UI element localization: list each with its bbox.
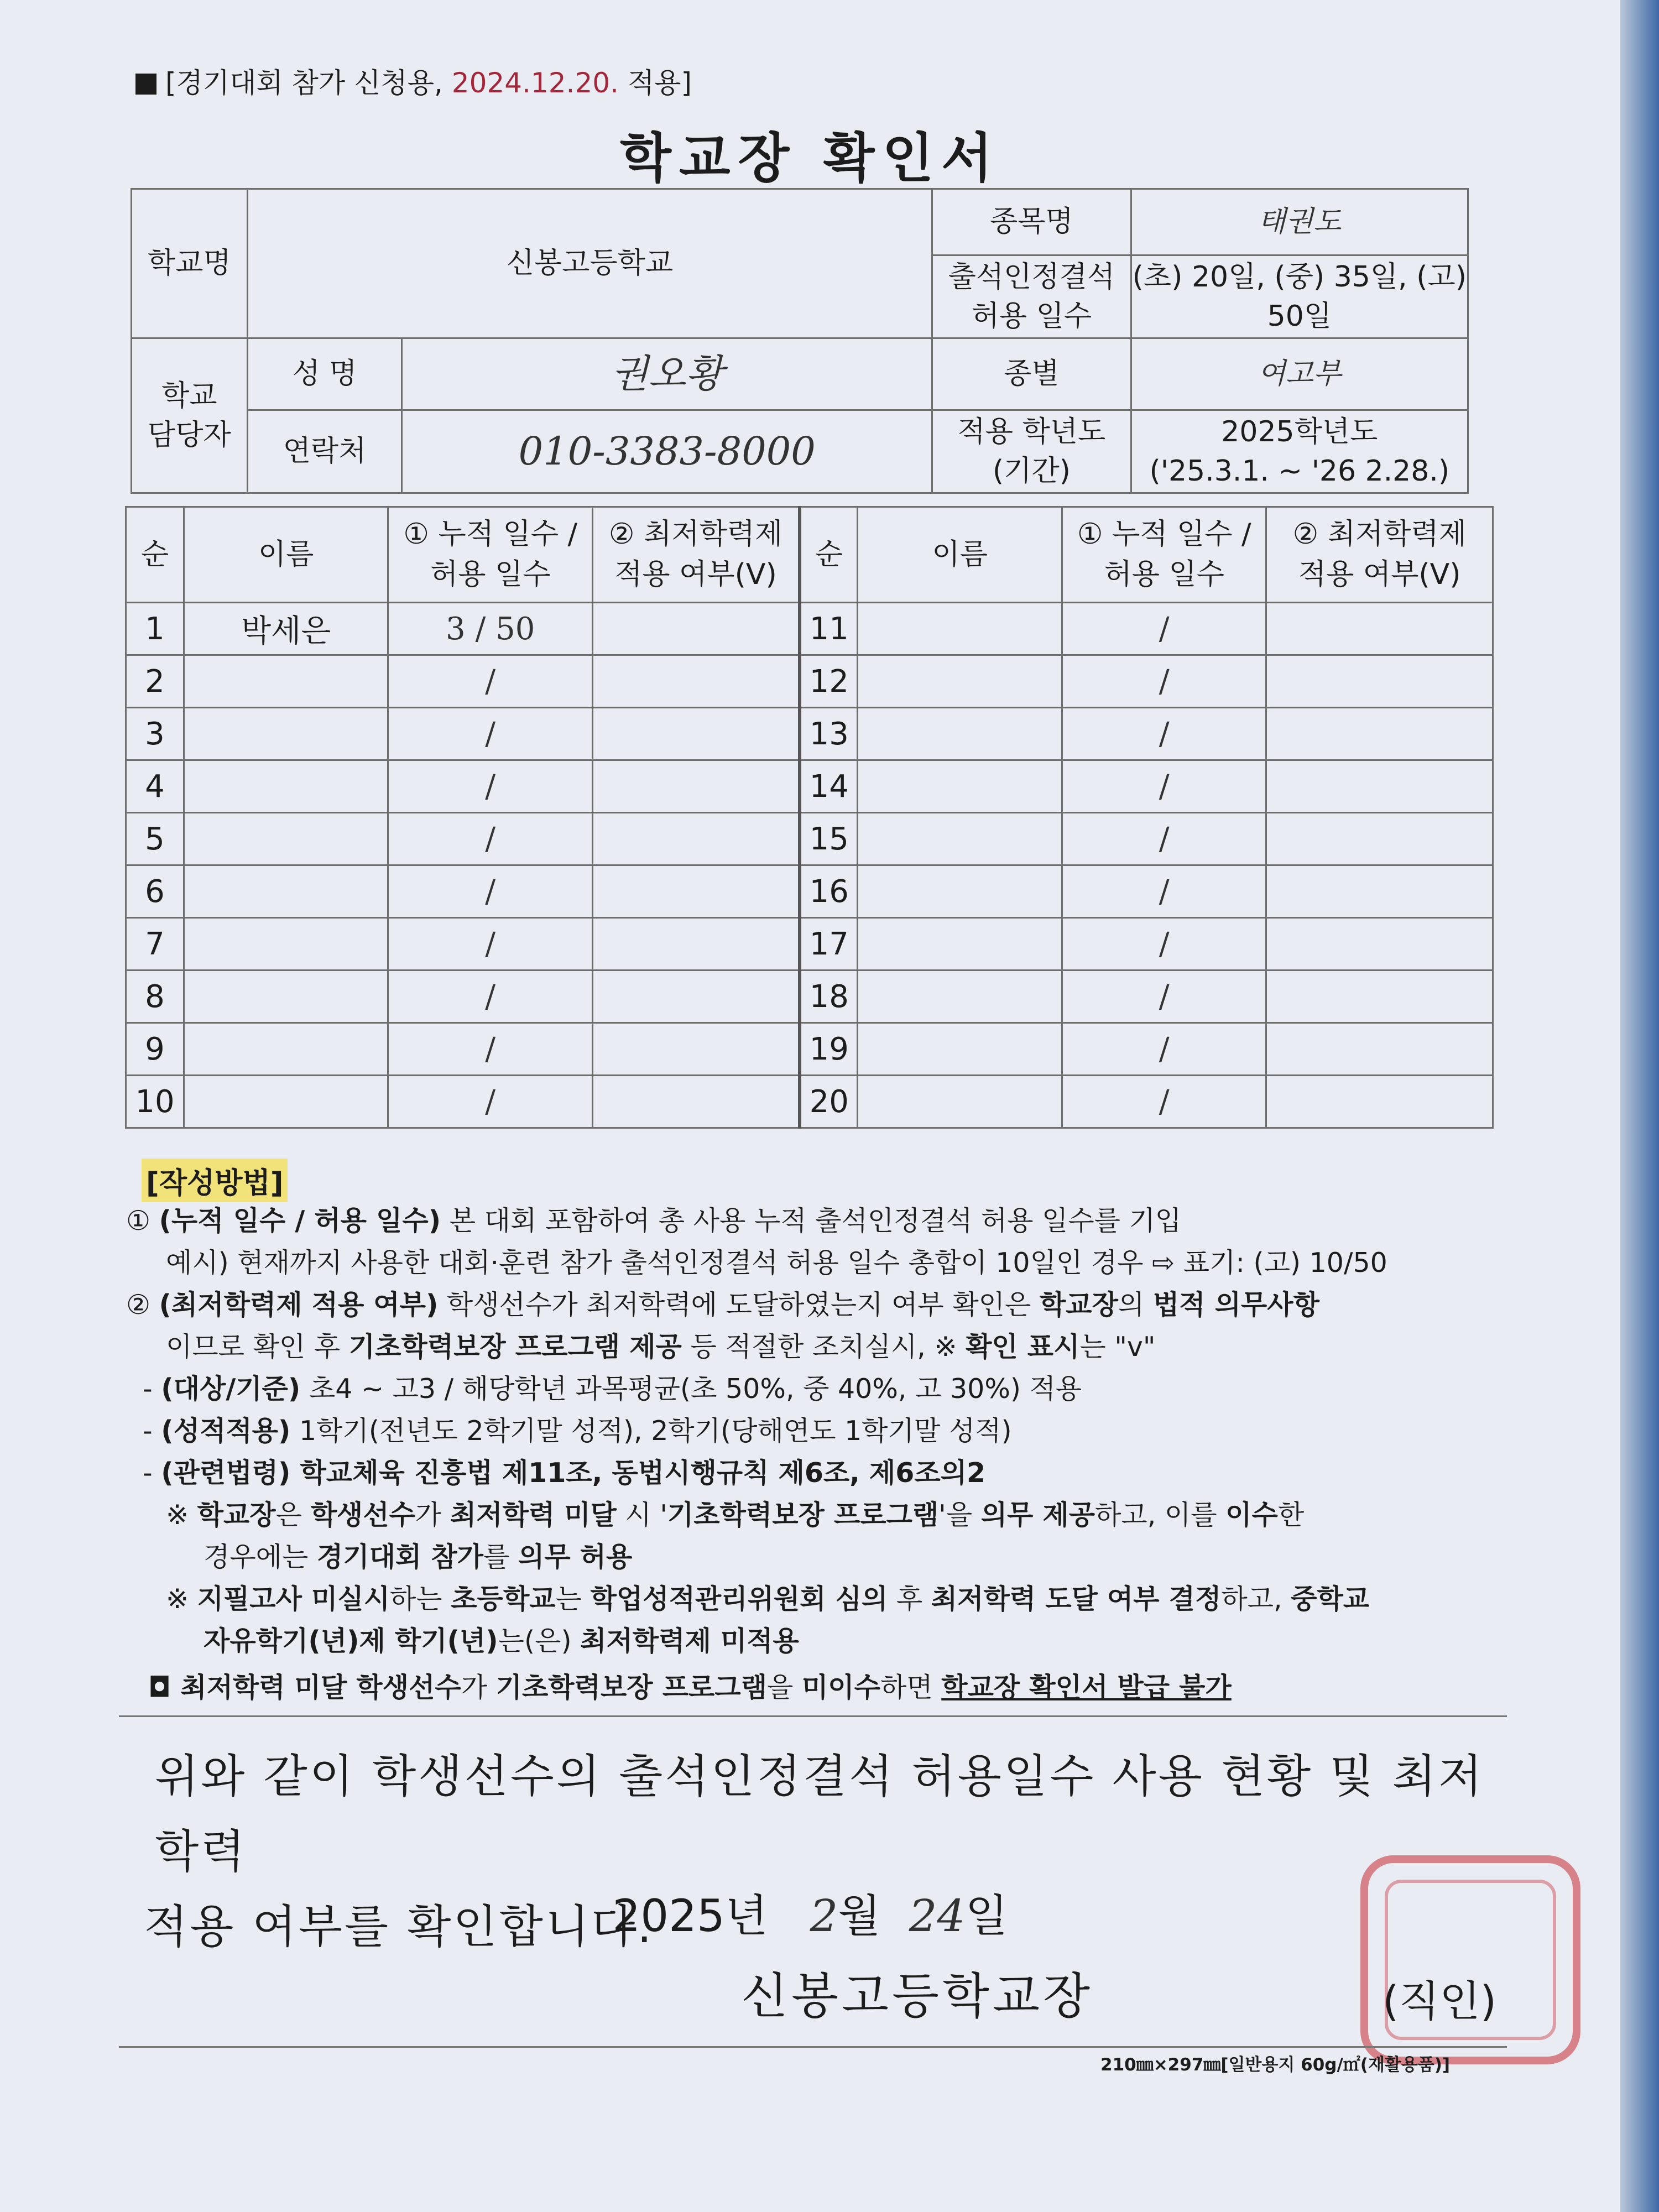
note-2-text-a: 학생선수가 최저학력에 도달하였는지 여부 확인은 xyxy=(438,1289,1040,1321)
remark-2-marker: ※ xyxy=(166,1583,197,1615)
roster-no: 9 xyxy=(126,1023,184,1076)
roster-days: / xyxy=(388,708,593,760)
remark-1-competition: 경기대회 참가 xyxy=(316,1541,483,1573)
detail-law-dash: - xyxy=(143,1457,161,1489)
roster-no: 13 xyxy=(800,708,858,760)
roster-name xyxy=(184,1076,388,1128)
roster-days: / xyxy=(1062,1076,1266,1128)
remark-1-t1: 은 xyxy=(275,1499,311,1531)
roster-header-name: 이름 xyxy=(184,507,388,603)
roster-name xyxy=(184,865,388,918)
roster-days: / xyxy=(388,1023,593,1076)
remark-1-student: 학생선수 xyxy=(310,1499,415,1531)
year-label-line2: (기간) xyxy=(992,454,1071,488)
student-roster-table xyxy=(125,506,1494,1129)
roster-min-check xyxy=(1266,708,1493,760)
roster-name: 박세은 xyxy=(184,603,388,655)
remark-1-t5: 하고, 이를 xyxy=(1095,1499,1226,1531)
remark-1-cont xyxy=(126,1536,1498,1578)
roster-min-check xyxy=(1266,918,1493,971)
remark-1-t2: 가 xyxy=(415,1499,450,1531)
roster-name xyxy=(184,708,388,760)
roster-days: / xyxy=(388,813,593,865)
roster-no: 14 xyxy=(800,760,858,813)
detail-grades xyxy=(126,1410,1498,1452)
note-2-term: (최저학력제 적용 여부) xyxy=(159,1289,439,1321)
year-label xyxy=(932,410,1131,493)
roster-header-min-right xyxy=(1266,507,1493,603)
roster-row xyxy=(126,865,1493,918)
note-2-text-c: 이므로 확인 후 xyxy=(166,1331,349,1363)
square-bullet-icon xyxy=(135,74,156,95)
remark-2-t3: 후 xyxy=(888,1583,931,1615)
roster-no: 17 xyxy=(800,918,858,971)
roster-days: / xyxy=(388,918,593,971)
contact-label-line1: 학교 xyxy=(161,379,217,413)
issue-day: 24 xyxy=(909,1890,966,1942)
roster-days: / xyxy=(1062,603,1266,655)
roster-days: / xyxy=(388,865,593,918)
roster-header-no: 순 xyxy=(126,507,184,603)
sport-value: 태권도 xyxy=(1131,189,1468,255)
detail-grades-dash: - xyxy=(143,1415,161,1447)
remark-2-noexam: 지필고사 미실시 xyxy=(197,1583,390,1615)
remark-2-free: 자유학기(년)제 학기(년) xyxy=(204,1625,498,1657)
roster-days: / xyxy=(388,760,593,813)
roster-row xyxy=(126,1023,1493,1076)
roster-no: 10 xyxy=(126,1076,184,1128)
roster-no: 11 xyxy=(800,603,858,655)
roster-min-check xyxy=(592,971,800,1023)
roster-days: 3 / 50 xyxy=(388,603,593,655)
roster-header-min-line2: 적용 여부(V) xyxy=(614,558,777,591)
roster-name xyxy=(184,813,388,865)
header-suffix: 적용] xyxy=(618,67,692,99)
roster-name xyxy=(858,813,1062,865)
roster-no: 12 xyxy=(800,655,858,708)
category-label: 종별 xyxy=(932,338,1131,410)
year-value xyxy=(1131,410,1468,493)
remark-2-decision: 최저학력 도달 여부 결정 xyxy=(931,1583,1222,1615)
note-1-example: 예시) 현재까지 사용한 대회·훈련 참가 출석인정결석 허용 일수 총합이 10일인 경우 ⇨ 표기: (고) 10/50 xyxy=(166,1247,1387,1279)
roster-name xyxy=(858,1076,1062,1128)
issue-month-unit: 월 xyxy=(838,1890,881,1942)
roster-body xyxy=(126,603,1493,1128)
name-label: 성 명 xyxy=(247,338,402,410)
roster-header-days-line1: ① 누적 일수 / xyxy=(403,518,578,551)
note-2 xyxy=(126,1284,1498,1326)
roster-days: / xyxy=(1062,655,1266,708)
paper-spec: 210㎜×297㎜[일반용지 60g/㎡(재활용품)] xyxy=(1100,2055,1451,2075)
phone-value: 010-3383-8000 xyxy=(402,410,932,493)
remark-2 xyxy=(126,1578,1498,1620)
remark-1-t6: 한 xyxy=(1277,1499,1305,1531)
warning-student: 최저학력 미달 학생선수 xyxy=(180,1672,461,1703)
contact-person-label xyxy=(132,338,248,493)
detail-target-text: 초4 ~ 고3 / 해당학년 과목평균(초 50%, 중 40%, 고 30%) 적용 xyxy=(300,1373,1082,1405)
detail-grades-term: (성적적용) xyxy=(161,1415,291,1447)
sport-label: 종목명 xyxy=(932,189,1131,255)
roster-row xyxy=(126,971,1493,1023)
roster-header-days-right xyxy=(1062,507,1266,603)
roster-min-check xyxy=(592,1076,800,1128)
roster-name xyxy=(858,760,1062,813)
roster-row xyxy=(126,655,1493,708)
remark-2-middle: 중학교 xyxy=(1291,1583,1370,1615)
remark-1-t4: '을 xyxy=(938,1499,981,1531)
school-value: 신봉고등학교 xyxy=(247,189,932,338)
detail-target-dash: - xyxy=(143,1373,161,1405)
roster-no: 15 xyxy=(800,813,858,865)
category-value: 여고부 xyxy=(1131,338,1468,410)
roster-name xyxy=(858,1023,1062,1076)
roster-no: 6 xyxy=(126,865,184,918)
roster-row xyxy=(126,760,1493,813)
roster-no: 18 xyxy=(800,971,858,1023)
footer-divider xyxy=(119,2046,1507,2048)
detail-target-term: (대상/기준) xyxy=(161,1373,301,1405)
roster-name xyxy=(858,655,1062,708)
absence-value: (초) 20일, (중) 35일, (고) 50일 xyxy=(1131,255,1468,338)
note-1-marker: ① xyxy=(126,1205,159,1237)
note-2-program: 기초학력보장 프로그램 제공 xyxy=(348,1331,682,1363)
roster-min-check xyxy=(1266,971,1493,1023)
remark-1-below: 최저학력 미달 xyxy=(450,1499,617,1531)
header-prefix: [경기대회 참가 신청용, xyxy=(165,67,452,99)
issue-year: 2025년 xyxy=(612,1890,768,1942)
header-date: 2024.12.20. xyxy=(451,67,619,99)
roster-name xyxy=(858,918,1062,971)
roster-min-check xyxy=(592,865,800,918)
roster-min-check xyxy=(1266,760,1493,813)
roster-days: / xyxy=(1062,708,1266,760)
roster-min-check xyxy=(1266,603,1493,655)
roster-header-min-right-line2: 적용 여부(V) xyxy=(1298,558,1461,591)
roster-no: 7 xyxy=(126,918,184,971)
roster-min-check xyxy=(592,918,800,971)
info-table xyxy=(131,188,1469,494)
warning-arrow-icon: ◘ xyxy=(148,1672,181,1703)
roster-no: 4 xyxy=(126,760,184,813)
issue-month: 2 xyxy=(810,1890,838,1942)
detail-target xyxy=(126,1368,1498,1410)
contact-label-line2: 담당자 xyxy=(148,418,231,452)
note-2-principal: 학교장 xyxy=(1039,1289,1118,1321)
absence-label-line1: 출석인정결석 xyxy=(948,260,1115,294)
roster-days: / xyxy=(1062,918,1266,971)
year-value-line1: 2025학년도 xyxy=(1221,415,1378,449)
official-seal-stamp xyxy=(1360,1855,1580,2064)
warning-t1: 가 xyxy=(461,1672,496,1703)
roster-name xyxy=(858,708,1062,760)
roster-min-check xyxy=(592,603,800,655)
roster-row xyxy=(126,1076,1493,1128)
roster-days: / xyxy=(1062,865,1266,918)
remark-2-t4: 하고, xyxy=(1221,1583,1291,1615)
roster-min-check xyxy=(1266,1023,1493,1076)
remark-2-t1: 하는 xyxy=(390,1583,451,1615)
note-2-text-e: 는 "v" xyxy=(1079,1331,1156,1363)
roster-header-min-right-line1: ② 최저학력제 xyxy=(1292,518,1467,551)
note-2-marker: ② xyxy=(126,1289,159,1321)
remark-2-cont xyxy=(126,1620,1498,1662)
background-surface xyxy=(1620,0,1659,2212)
note-1-text: 본 대회 포함하여 총 사용 누적 출석인정결석 허용 일수를 기입 xyxy=(441,1205,1182,1237)
roster-row xyxy=(126,708,1493,760)
remark-1-t3: 시 ' xyxy=(616,1499,667,1531)
roster-min-check xyxy=(1266,1076,1493,1128)
issue-day-unit: 일 xyxy=(965,1890,1008,1942)
roster-name xyxy=(858,971,1062,1023)
roster-no: 1 xyxy=(126,603,184,655)
detail-law xyxy=(126,1452,1498,1494)
roster-no: 8 xyxy=(126,971,184,1023)
roster-name xyxy=(184,918,388,971)
roster-days: / xyxy=(388,971,593,1023)
roster-days: / xyxy=(1062,760,1266,813)
note-2-cont xyxy=(126,1326,1498,1368)
phone-label: 연락처 xyxy=(247,410,402,493)
remark-1-t8: 를 xyxy=(483,1541,518,1573)
remark-2-t5: 는(은) xyxy=(498,1625,581,1657)
roster-days: / xyxy=(388,1076,593,1128)
warning-program: 기초학력보장 프로그램 xyxy=(495,1672,768,1703)
roster-days: / xyxy=(1062,813,1266,865)
remark-1-duty: 의무 제공 xyxy=(980,1499,1095,1531)
note-1-term: (누적 일수 / 허용 일수) xyxy=(159,1205,441,1237)
roster-days: / xyxy=(388,655,593,708)
year-label-line1: 적용 학년도 xyxy=(957,415,1106,449)
principal-title: 신봉고등학교장 xyxy=(741,1968,1094,2025)
warning-incomplete: 미이수 xyxy=(801,1672,880,1703)
roster-min-check xyxy=(1266,655,1493,708)
document-title: 학교장 확인서 xyxy=(620,127,1000,189)
remark-2-elementary: 초등학교 xyxy=(451,1583,556,1615)
roster-min-check xyxy=(592,813,800,865)
warning-no-issue: 학교장 확인서 발급 불가 xyxy=(941,1672,1232,1703)
roster-min-check xyxy=(592,708,800,760)
roster-header-row xyxy=(126,507,1493,603)
roster-days: / xyxy=(1062,971,1266,1023)
form-header xyxy=(135,61,692,101)
roster-no: 3 xyxy=(126,708,184,760)
roster-no: 5 xyxy=(126,813,184,865)
remark-2-committee: 학업성적관리위원회 심의 xyxy=(590,1583,888,1615)
roster-header-no-right: 순 xyxy=(800,507,858,603)
detail-grades-text: 1학기(전년도 2학기말 성적), 2학기(당해연도 1학기말 성적) xyxy=(290,1415,1012,1447)
roster-header-days-right-line1: ① 누적 일수 / xyxy=(1077,518,1251,551)
warning-t3: 하면 xyxy=(880,1672,942,1703)
roster-name xyxy=(858,865,1062,918)
remark-1-program: 기초학력보장 프로그램 xyxy=(667,1499,939,1531)
confirmation-line2: 적용 여부를 확인합니다. xyxy=(144,1901,654,1953)
note-2-mark: 확인 표시 xyxy=(966,1331,1080,1363)
roster-no: 19 xyxy=(800,1023,858,1076)
remark-2-exempt: 최저학력제 미적용 xyxy=(580,1625,799,1657)
remark-2-t2: 는 xyxy=(555,1583,591,1615)
roster-no: 20 xyxy=(800,1076,858,1128)
warning-line xyxy=(126,1667,1498,1709)
year-value-line2: ('25.3.1. ~ '26 2.28.) xyxy=(1149,454,1450,488)
roster-header-days-line2: 허용 일수 xyxy=(430,558,551,591)
warning-t2: 을 xyxy=(767,1672,802,1703)
note-2-text-d: 등 적절한 조치실시, ※ xyxy=(681,1331,966,1363)
roster-name xyxy=(184,1023,388,1076)
remark-1-allow: 의무 허용 xyxy=(518,1541,633,1573)
remark-1-t7: 경우에는 xyxy=(204,1541,317,1573)
roster-min-check xyxy=(592,1023,800,1076)
instructions xyxy=(126,1200,1498,1709)
roster-min-check xyxy=(1266,865,1493,918)
roster-header-name-right: 이름 xyxy=(858,507,1062,603)
roster-no: 2 xyxy=(126,655,184,708)
note-1 xyxy=(126,1200,1498,1242)
note-2-duty: 법적 의무사항 xyxy=(1152,1289,1319,1321)
roster-header-days-right-line2: 허용 일수 xyxy=(1104,558,1224,591)
roster-row xyxy=(126,918,1493,971)
note-2-text-b: 의 xyxy=(1118,1289,1153,1321)
roster-row xyxy=(126,813,1493,865)
roster-name xyxy=(184,971,388,1023)
name-value: 권오황 xyxy=(402,338,932,410)
confirmation-line1: 위와 같이 학생선수의 출석인정결석 허용일수 사용 현황 및 최저학력 xyxy=(155,1750,1485,1878)
roster-header-min xyxy=(592,507,800,603)
roster-min-check xyxy=(592,760,800,813)
roster-name xyxy=(858,603,1062,655)
remark-1 xyxy=(126,1494,1498,1536)
roster-name xyxy=(184,760,388,813)
detail-law-text: (관련법령) 학교체육 진흥법 제11조, 동법시행규칙 제6조, 제6조의2 xyxy=(161,1457,986,1489)
roster-no: 16 xyxy=(800,865,858,918)
roster-min-check xyxy=(592,655,800,708)
roster-row xyxy=(126,603,1493,655)
absence-label xyxy=(932,255,1131,338)
roster-header-days xyxy=(388,507,593,603)
method-label: [작성방법] xyxy=(142,1159,288,1202)
roster-header-min-line1: ② 최저학력제 xyxy=(608,518,783,551)
remark-1-principal: 학교장 xyxy=(197,1499,276,1531)
roster-days: / xyxy=(1062,1023,1266,1076)
divider-line xyxy=(119,1715,1507,1717)
seal-label: (직인) xyxy=(1383,1976,1497,2026)
school-label: 학교명 xyxy=(132,189,248,338)
roster-name xyxy=(184,655,388,708)
remark-1-marker: ※ xyxy=(166,1499,197,1531)
roster-min-check xyxy=(1266,813,1493,865)
absence-label-line2: 허용 일수 xyxy=(971,299,1092,333)
remark-1-complete: 이수 xyxy=(1225,1499,1278,1531)
